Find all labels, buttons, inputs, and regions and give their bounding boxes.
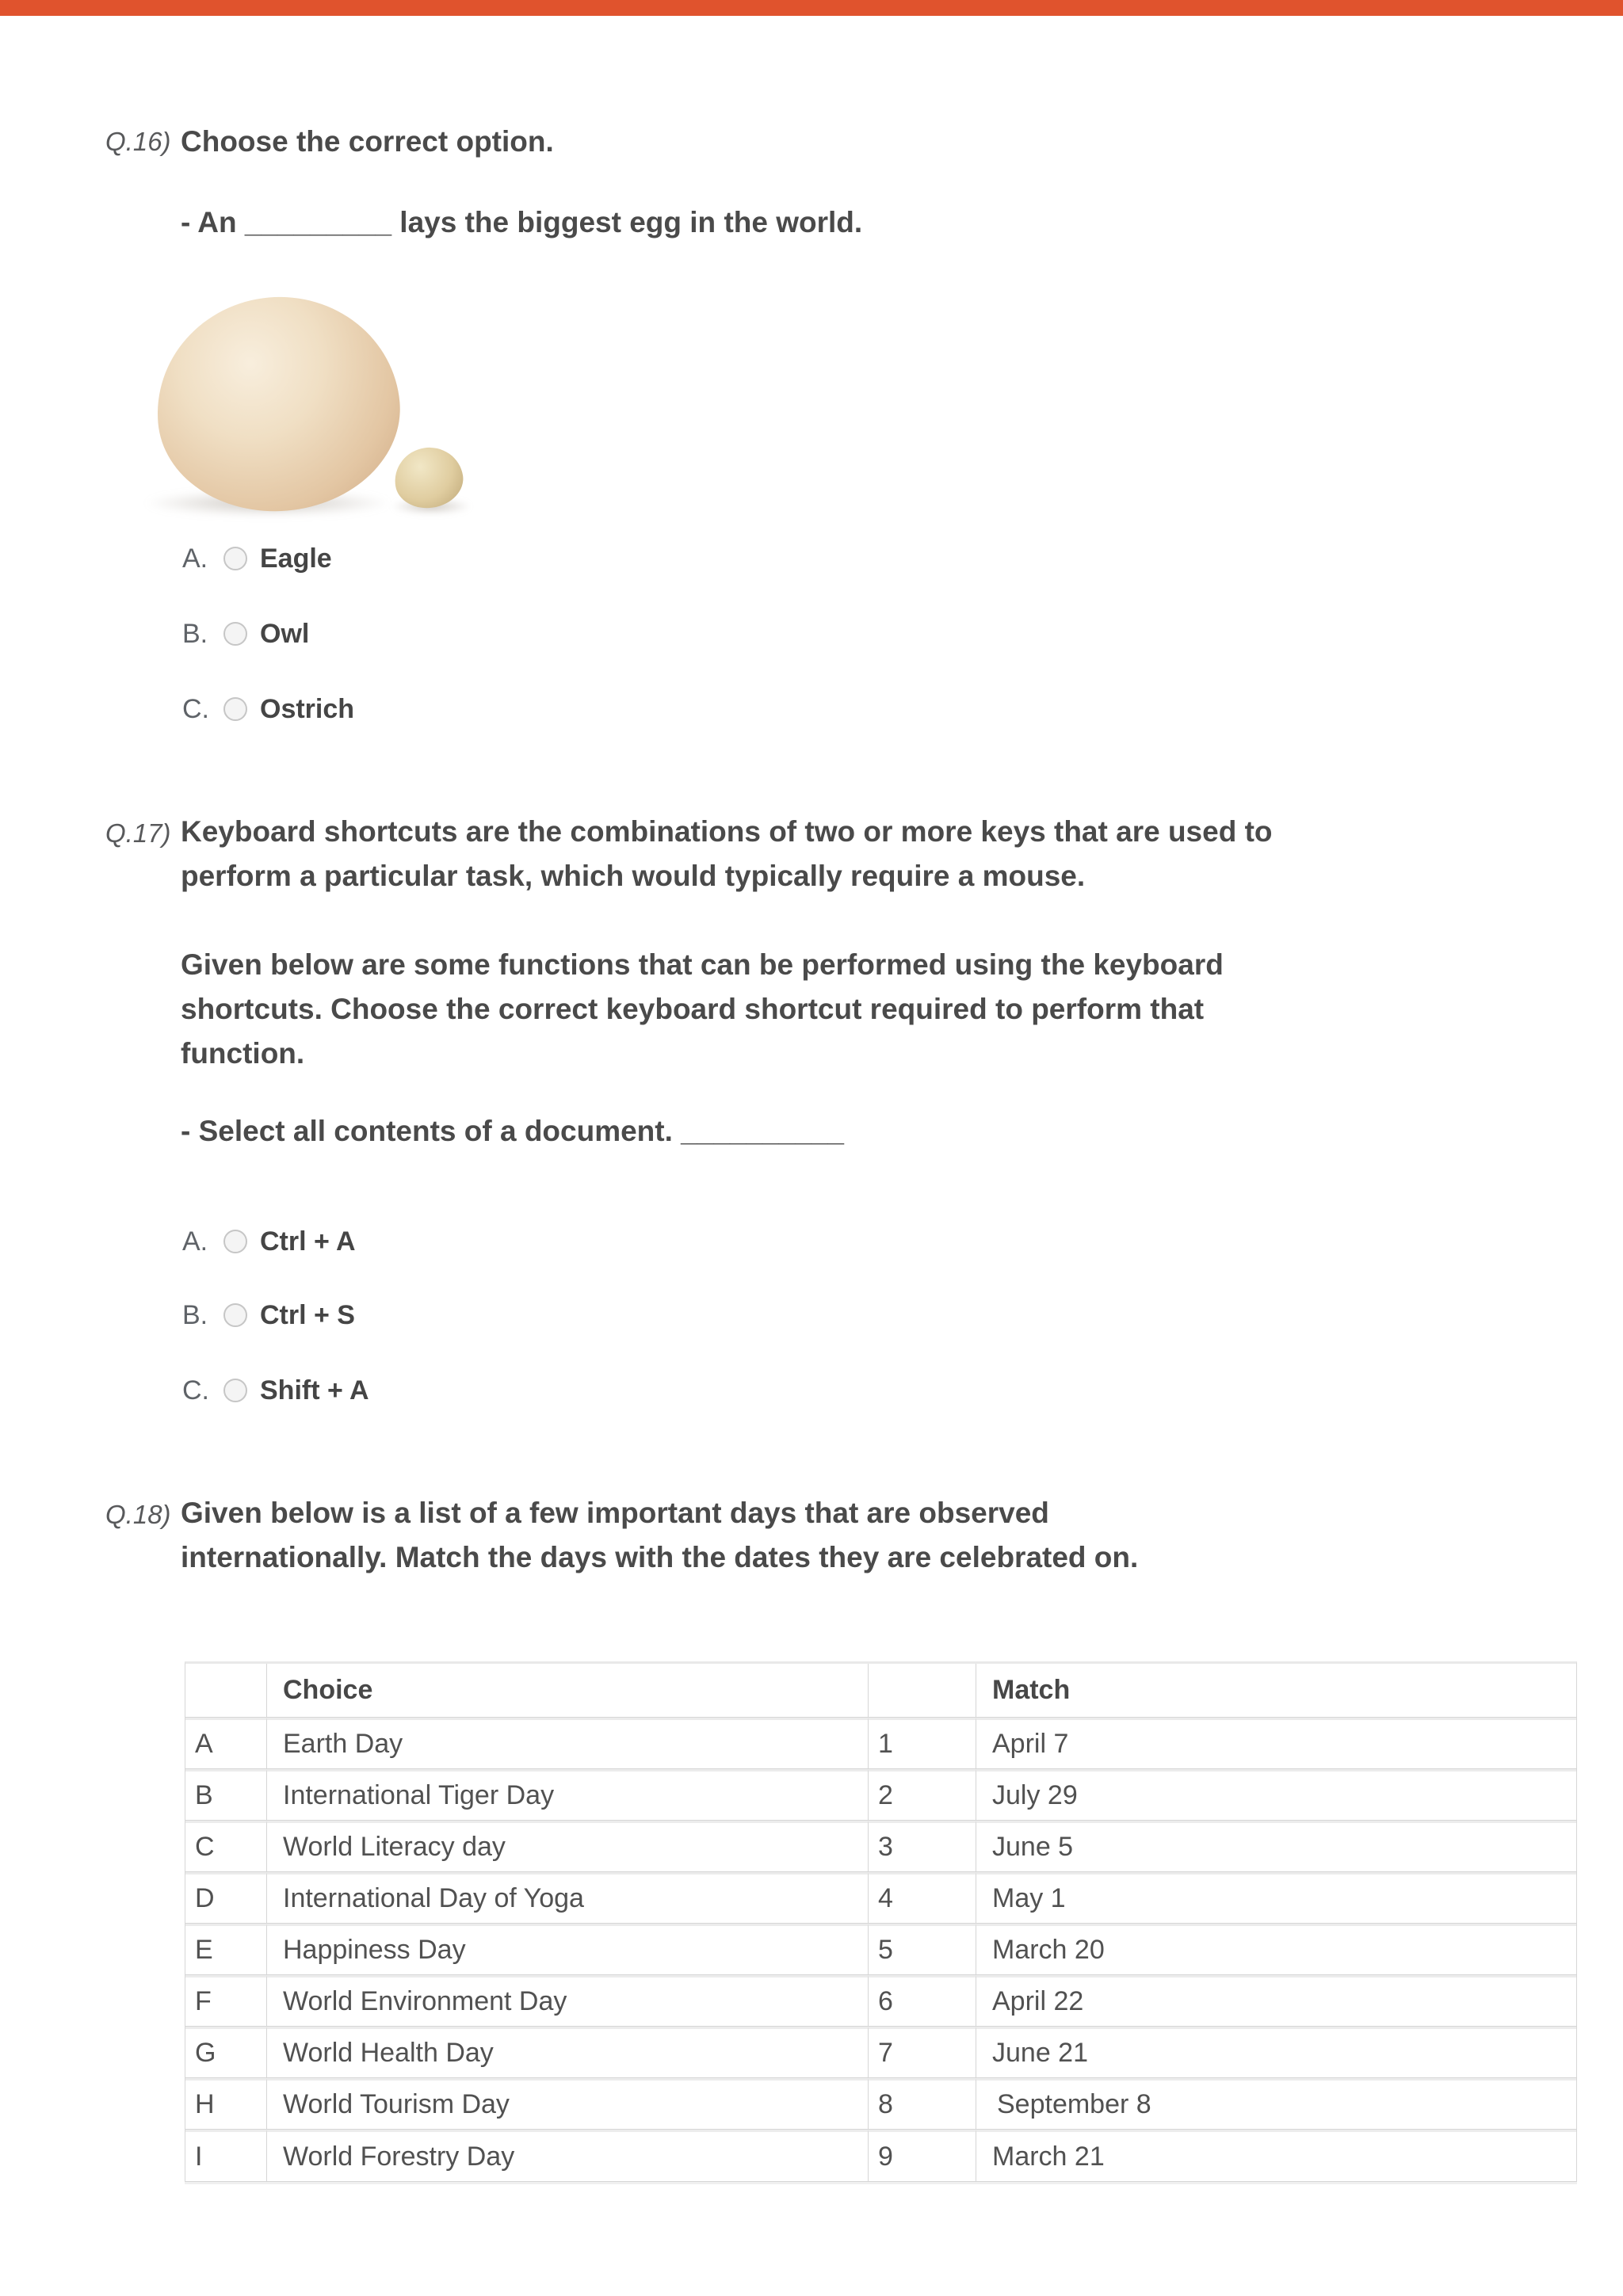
- radio-button-icon[interactable]: [223, 547, 247, 570]
- q18-prompt: [181, 1491, 1138, 1580]
- row-match: April 22: [976, 1975, 1576, 2027]
- q16-number: Q.16): [105, 127, 171, 156]
- table-row: [185, 2027, 1576, 2078]
- option-label: Ctrl + A: [260, 1226, 356, 1257]
- q16-fill-in-line: - An _________ lays the biggest egg in the world.: [181, 206, 863, 238]
- large-egg: [148, 287, 408, 521]
- option-label: Shift + A: [260, 1375, 369, 1405]
- option-letter: C.: [182, 693, 209, 724]
- q17-option-a: [182, 1224, 356, 1259]
- q17-prompt2: [181, 943, 1224, 1076]
- row-letter: C: [185, 1821, 267, 1872]
- row-letter: G: [185, 2027, 267, 2078]
- q17-prompt: [181, 810, 1273, 898]
- row-match: May 1: [976, 1872, 1576, 1924]
- option-letter: A.: [182, 543, 208, 574]
- option-label: Eagle: [260, 543, 332, 574]
- table-row: [185, 1769, 1576, 1821]
- option-label: Owl: [260, 618, 310, 649]
- row-match: March 21: [976, 2130, 1576, 2181]
- table-row: [185, 1872, 1576, 1924]
- table-row: [185, 2078, 1576, 2130]
- table-header-row: [185, 1664, 1576, 1718]
- match-table: [185, 1661, 1577, 2182]
- row-match: July 29: [976, 1769, 1576, 1821]
- option-letter: B.: [182, 1299, 208, 1330]
- option-label: Ostrich: [260, 693, 355, 724]
- option-letter: C.: [182, 1375, 209, 1405]
- row-match: June 21: [976, 2027, 1576, 2078]
- header-match: Match: [976, 1664, 1576, 1718]
- table-row: [185, 1975, 1576, 2027]
- header-blank-1: [185, 1664, 267, 1718]
- radio-button-icon[interactable]: [223, 1379, 247, 1402]
- row-number: 6: [869, 1975, 976, 2027]
- q18-prompt-line1: Given below is a list of a few important days that are observed: [181, 1497, 1049, 1529]
- row-letter: I: [185, 2130, 267, 2181]
- row-choice: International Day of Yoga: [267, 1872, 869, 1924]
- question-image: [135, 296, 477, 525]
- q17-prompt-line1: Keyboard shortcuts are the combinations of two or more keys that are used to: [181, 815, 1273, 848]
- q16-option-a: [182, 541, 332, 576]
- header-choice: Choice: [267, 1664, 869, 1718]
- top-accent-bar: [0, 0, 1623, 16]
- row-choice: World Health Day: [267, 2027, 869, 2078]
- row-choice: International Tiger Day: [267, 1769, 869, 1821]
- row-match: April 7: [976, 1718, 1576, 1769]
- option-label: Ctrl + S: [260, 1299, 355, 1330]
- row-letter: A: [185, 1718, 267, 1769]
- radio-button-icon[interactable]: [223, 1230, 247, 1253]
- q17-prompt2-line2: shortcuts. Choose the correct keyboard shortcut required to perform that: [181, 993, 1205, 1025]
- row-number: 4: [869, 1872, 976, 1924]
- q17-option-b: [182, 1298, 355, 1333]
- row-letter: H: [185, 2078, 267, 2130]
- row-number: 2: [869, 1769, 976, 1821]
- row-letter: F: [185, 1975, 267, 2027]
- row-number: 8: [869, 2078, 976, 2130]
- row-match: June 5: [976, 1821, 1576, 1872]
- q17-prompt2-line1: Given below are some functions that can be performed using the keyboard: [181, 948, 1224, 981]
- row-number: 1: [869, 1718, 976, 1769]
- q16-option-b: [182, 616, 309, 651]
- radio-button-icon[interactable]: [223, 697, 247, 721]
- q16-option-c: [182, 692, 354, 727]
- row-choice: Earth Day: [267, 1718, 869, 1769]
- table-row: [185, 2130, 1576, 2181]
- radio-button-icon[interactable]: [223, 1303, 247, 1327]
- q18-number: Q.18): [105, 1500, 171, 1529]
- table-row: [185, 1718, 1576, 1769]
- q17-prompt-line2: perform a particular task, which would typically require a mouse.: [181, 860, 1086, 892]
- table-row: [185, 1821, 1576, 1872]
- row-number: 5: [869, 1924, 976, 1975]
- row-number: 3: [869, 1821, 976, 1872]
- row-choice: World Environment Day: [267, 1975, 869, 2027]
- q17-fill-in-line: - Select all contents of a document. __________: [181, 1115, 844, 1147]
- row-letter: D: [185, 1872, 267, 1924]
- row-letter: B: [185, 1769, 267, 1821]
- row-number: 7: [869, 2027, 976, 2078]
- radio-button-icon[interactable]: [223, 622, 247, 646]
- table-row: [185, 1924, 1576, 1975]
- row-choice: World Literacy day: [267, 1821, 869, 1872]
- row-match: March 20: [976, 1924, 1576, 1975]
- q18-prompt-line2: internationally. Match the days with the dates they are celebrated on.: [181, 1541, 1139, 1573]
- row-choice: World Forestry Day: [267, 2130, 869, 2181]
- row-match: September 8: [976, 2078, 1576, 2130]
- row-letter: E: [185, 1924, 267, 1975]
- q16-prompt: Choose the correct option.: [181, 125, 554, 158]
- row-choice: Happiness Day: [267, 1924, 869, 1975]
- q17-option-c: [182, 1373, 369, 1408]
- q17-prompt2-line3: function.: [181, 1037, 305, 1070]
- q17-number: Q.17): [105, 818, 171, 848]
- row-number: 9: [869, 2130, 976, 2181]
- row-choice: World Tourism Day: [267, 2078, 869, 2130]
- option-letter: B.: [182, 618, 208, 649]
- option-letter: A.: [182, 1226, 208, 1257]
- header-blank-2: [869, 1664, 976, 1718]
